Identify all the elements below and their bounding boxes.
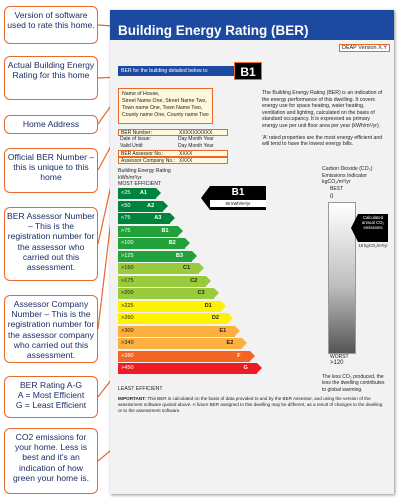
co2-title: Carbon Dioxide (CO₂) Emissions Indicator xyxy=(322,166,373,179)
band-range: >260 xyxy=(121,315,134,321)
band-range: <25 xyxy=(121,190,131,196)
rating-band xyxy=(118,363,257,374)
issue-date-row xyxy=(118,136,228,143)
band-code: E2 xyxy=(226,340,234,346)
band-range: <50 xyxy=(121,202,131,209)
band-tip xyxy=(156,188,161,198)
most-efficient-label: MOST EFFICIENT xyxy=(118,181,162,187)
deap-version: DEAP Version X.Y xyxy=(339,44,390,52)
callout-software-version: Version of software used to rate this home. xyxy=(4,6,98,44)
band-range: >450 xyxy=(121,365,134,371)
current-rating-value: 90 kWh/m²/yr xyxy=(210,200,266,207)
band-range: >150 xyxy=(121,265,134,271)
band-code: D1 xyxy=(204,302,212,309)
rating-band xyxy=(118,288,214,299)
band-code: G xyxy=(243,365,248,371)
band-range: >75 xyxy=(121,227,131,234)
valid-until-row xyxy=(118,143,228,150)
co2-unit: kgCO₂/m²/yr xyxy=(322,179,351,185)
info-label: Valid Until: xyxy=(120,143,144,149)
band-tip xyxy=(235,326,240,336)
rating-band xyxy=(118,201,163,212)
least-efficient-label: LEAST EFFICIENT xyxy=(118,386,163,392)
arrow-tip xyxy=(201,186,210,210)
rating-band xyxy=(118,251,192,262)
band-code: A1 xyxy=(139,190,147,196)
band-code: E1 xyxy=(219,327,227,334)
current-rating-code: B1 xyxy=(231,187,245,198)
home-address xyxy=(118,88,213,124)
band-tip xyxy=(250,351,255,361)
band-tip xyxy=(178,226,183,236)
band-range: >225 xyxy=(121,302,134,309)
band-code: C3 xyxy=(197,290,205,296)
rating-band xyxy=(118,263,199,274)
co2-worst-label: WORST xyxy=(330,354,349,360)
band-code: A3 xyxy=(154,215,162,221)
band-code: C2 xyxy=(190,277,198,284)
info-value: Day Month Year xyxy=(178,143,214,149)
important-text: This BER is calculated on the basis of data provided to and by the BER Assessor, and using the version of the assessment software quoted above. A future BER assigned to this dwelling may be different, as a result of changes to the dwelling or to the assessment software. xyxy=(118,396,383,413)
scale-title: Building Energy Rating xyxy=(118,168,171,174)
band-range: >175 xyxy=(121,277,134,284)
co2-arrow-tip xyxy=(351,214,358,242)
co2-zero-label: 0 xyxy=(330,194,334,200)
description-paragraph-2: 'A' rated properties are the most energy efficient and will tend to have the lowest energy bills. xyxy=(262,134,383,148)
band-tip xyxy=(214,288,219,298)
band-tip xyxy=(199,263,204,273)
ber-number-row xyxy=(118,129,228,136)
ber-certificate xyxy=(110,10,394,494)
co2-max-label: >120 xyxy=(330,360,344,366)
co2-header xyxy=(322,166,388,186)
info-label: Date of Issue: xyxy=(120,136,151,142)
band-range: >100 xyxy=(121,240,134,246)
rating-band xyxy=(118,213,170,224)
band-tip xyxy=(228,313,233,323)
info-label: BER Assessor No.: xyxy=(121,151,164,157)
band-range: <75 xyxy=(121,215,131,221)
band-range: >340 xyxy=(121,340,134,346)
info-label: Assessor Company No.: xyxy=(121,158,175,164)
band-tip xyxy=(206,276,211,286)
co2-indicator xyxy=(322,166,388,386)
info-label: BER Number: xyxy=(121,130,152,136)
co2-arrow-label: Calculated annual CO₂ emissions xyxy=(361,215,385,230)
current-rating-arrow xyxy=(210,186,266,210)
callout-company-number: Assessor Company Number – This is the registration number for the assessor company who carried out this assessment. xyxy=(4,295,98,363)
band-tip xyxy=(221,301,226,311)
band-tip xyxy=(242,338,247,348)
rating-band xyxy=(118,301,221,312)
band-code: D2 xyxy=(211,315,219,321)
info-value: XXXXXXXXXX xyxy=(179,130,213,136)
band-code: B3 xyxy=(175,252,183,259)
band-tip xyxy=(170,213,175,223)
band-code: C1 xyxy=(183,265,191,271)
ber-label: BER for the building detailed below is: xyxy=(118,66,236,76)
band-code: F xyxy=(237,352,241,359)
info-value: XXXX xyxy=(179,158,193,164)
description-paragraph-1: The Building Energy Rating (BER) is an indication of the energy performance of this dwelling. It covers energy use for space heating, water heating, ventilation and lighting, calculated on the basis of standard occupancy. It is expressed as primary energy use per unit floor area per year (kWh/m²/yr). xyxy=(262,90,383,129)
co2-value: 18 kgCO₂/m²/yr xyxy=(358,243,388,248)
important-label: IMPORTANT: xyxy=(118,396,146,401)
band-range: >200 xyxy=(121,290,134,296)
rating-band xyxy=(118,276,206,287)
band-tip xyxy=(192,251,197,261)
rating-band xyxy=(118,188,156,199)
band-code: B1 xyxy=(161,227,169,234)
callout-rating-scale: BER Rating A-G A = Most Efficient G = Least Efficient xyxy=(4,376,98,418)
scale-header xyxy=(118,168,171,188)
info-value: XXXX xyxy=(179,151,193,157)
rating-band xyxy=(118,326,235,337)
certificate-title: Building Energy Rating (BER) xyxy=(118,23,309,38)
address-text: Name of House, Street Name One, Street Name Two, Town name One, Town Name Two, County name One, County name Two xyxy=(122,91,209,118)
callout-assessor-number: BER Assessor Number – This is the registration number for the assessor who carried out this assessment. xyxy=(4,207,98,281)
description xyxy=(262,90,386,148)
band-tip xyxy=(185,238,190,248)
rating-band xyxy=(118,338,242,349)
rating-band xyxy=(118,351,250,362)
co2-note: The less CO₂ produced, the less the dwelling contributes to global warming. xyxy=(322,374,385,393)
band-range: >300 xyxy=(121,327,134,334)
callout-ber-number: Official BER Number – this is unique to this home xyxy=(4,148,98,193)
info-value: Day Month Year xyxy=(178,136,214,142)
co2-best-label: BEST xyxy=(330,186,344,192)
co2-arrow xyxy=(358,214,388,242)
scale-unit: kWh/m²/yr xyxy=(118,174,142,181)
band-tip xyxy=(163,201,168,211)
assessor-number-row xyxy=(118,150,228,157)
company-number-row xyxy=(118,157,228,164)
band-range: >380 xyxy=(121,352,134,359)
band-range: >125 xyxy=(121,252,134,259)
ber-rating-box: B1 xyxy=(234,62,262,80)
callout-home-address: Home Address xyxy=(4,115,98,134)
important-note xyxy=(118,396,386,414)
band-tip xyxy=(257,363,262,373)
rating-band xyxy=(118,238,185,249)
band-code: B2 xyxy=(168,240,176,246)
callout-energy-rating: Actual Building Energy Rating for this home xyxy=(4,56,98,100)
title-bar xyxy=(110,10,394,40)
callout-co2: CO2 emissions for your home. Less is best and it's an indication of how green your home is. xyxy=(4,428,98,494)
band-code: A2 xyxy=(147,202,155,209)
rating-band xyxy=(118,313,228,324)
rating-band xyxy=(118,226,178,237)
